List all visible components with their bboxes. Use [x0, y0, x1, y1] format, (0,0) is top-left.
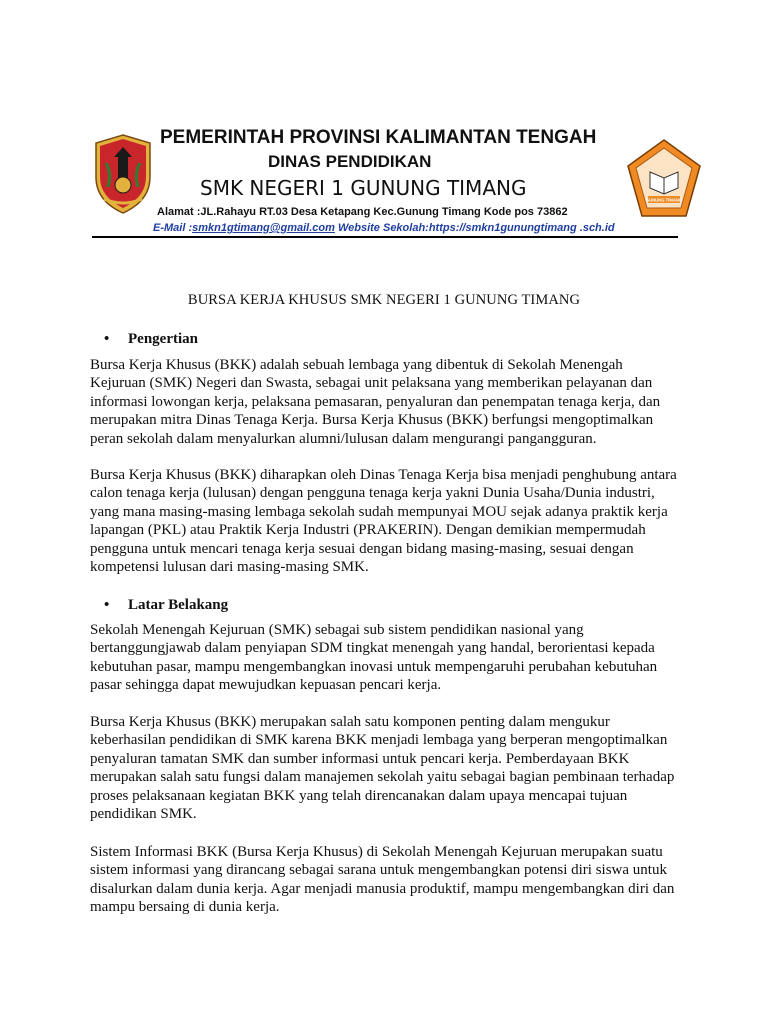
paragraph: Sistem Informasi BKK (Bursa Kerja Khusus) di Sekolah Menengah Kejuruan merupakan suatu sistem informasi yang dirancang sebagai sarana untuk mengembangkan potensi diri siswa untuk disalurkan dalam dunia kerja. Agar menjadi manusia produktif, mampu mengembangkan diri dan mampu bersaing di dunia kerja. — [90, 844, 675, 916]
letterhead-government: PEMERINTAH PROVINSI KALIMANTAN TENGAH — [160, 127, 597, 148]
paragraph: Bursa Kerja Khusus (BKK) merupakan salah satu komponen penting dalam mengukur keberhasilan pendidikan di SMK karena BKK menjadi lembaga yang berperan mengoptimalkan penyaluran tamatan SMK dan sumber informasi untuk pencari kerja. Pemberdayaan BKK merupakan salah satu fungsi dalam manajemen sekolah yaitu sebagai bagian pembinaan terhadap proses pelaksanaan kegiatan BKK yang telah direncanakan dalam upaya mencapai tujuan pendidikan SMK. — [90, 714, 675, 823]
paragraph: Bursa Kerja Khusus (BKK) diharapkan oleh Dinas Tenaga Kerja bisa menjadi penghubung antara calon tenaga kerja (lulusan) dengan pengguna tenaga kerja yakni Dunia Usaha/Dunia industri, yang mana masing-masing lembaga sekolah sudah mempunyai MOU sejak adanya praktik kerja lapangan (PKL) atau Praktik Kerja Industri (PRAKERIN). Dengan demikian mempermudah pengguna untuk mencari tenaga kerja sesuai dengan bidang masing-masing, sesuai dengan kompetensi lulusan dari masing-masing SMK. — [90, 467, 677, 576]
emblem-text: GUNUNG TIMANG — [645, 197, 683, 203]
letterhead-divider — [92, 236, 678, 238]
section-heading-text: Latar Belakang — [128, 597, 229, 613]
paragraph: Sekolah Menengah Kejuruan (SMK) sebagai sub sistem pendidikan nasional yang bertanggungjawab dalam penyiapan SDM tingkat menengah yang handal, berorientasi kepada kebutuhan pasar, mampu mengembangkan inovasi untuk mempengaruhi perubahan kebutuhan pasar sehingga dapat mewujudkan kepuasan pencari kerja. — [90, 622, 658, 694]
paragraph: Bursa Kerja Khusus (BKK) adalah sebuah lembaga yang dibentuk di Sekolah Menengah Kejuruan (SMK) Negeri dan Swasta, sebagai unit pelaksana yang memberikan pelayanan dan informasi lowongan kerja, pelaksana pemasaran, penyaluran dan penempatan tenaga kerja, dan merupakan mitra Dinas Tenaga Kerja. Bursa Kerja Khusus (BKK) berfungsi mengoptimalkan peran sekolah dalam menyalurkan alumni/lulusan dalam mengurangi pangangguran. — [90, 357, 661, 447]
email-label: E-Mail : — [153, 222, 193, 234]
section-heading-pengertian — [104, 331, 198, 348]
bullet-icon: • — [104, 331, 110, 347]
section-heading-text: Pengertian — [128, 331, 198, 347]
website-text: Website Sekolah:https://smkn1gunungtimang .sch.id — [334, 222, 615, 234]
coat-of-arms-logo — [92, 133, 154, 215]
email-link[interactable]: smkn1gtimang@gmail.com — [192, 222, 335, 234]
document-title: BURSA KERJA KHUSUS SMK NEGERI 1 GUNUNG TIMANG — [187, 292, 581, 308]
letterhead-school-name: SMK NEGERI 1 GUNUNG TIMANG — [200, 176, 527, 200]
bullet-icon: • — [104, 597, 110, 613]
letterhead-office: DINAS PENDIDIKAN — [268, 152, 432, 171]
section-heading-latar-belakang — [104, 597, 228, 614]
letterhead-address: Alamat :JL.Rahayu RT.03 Desa Ketapang Kec.Gunung Timang Kode pos 73862 — [157, 206, 568, 218]
school-emblem-logo — [626, 138, 702, 218]
letterhead-contact — [153, 222, 615, 234]
